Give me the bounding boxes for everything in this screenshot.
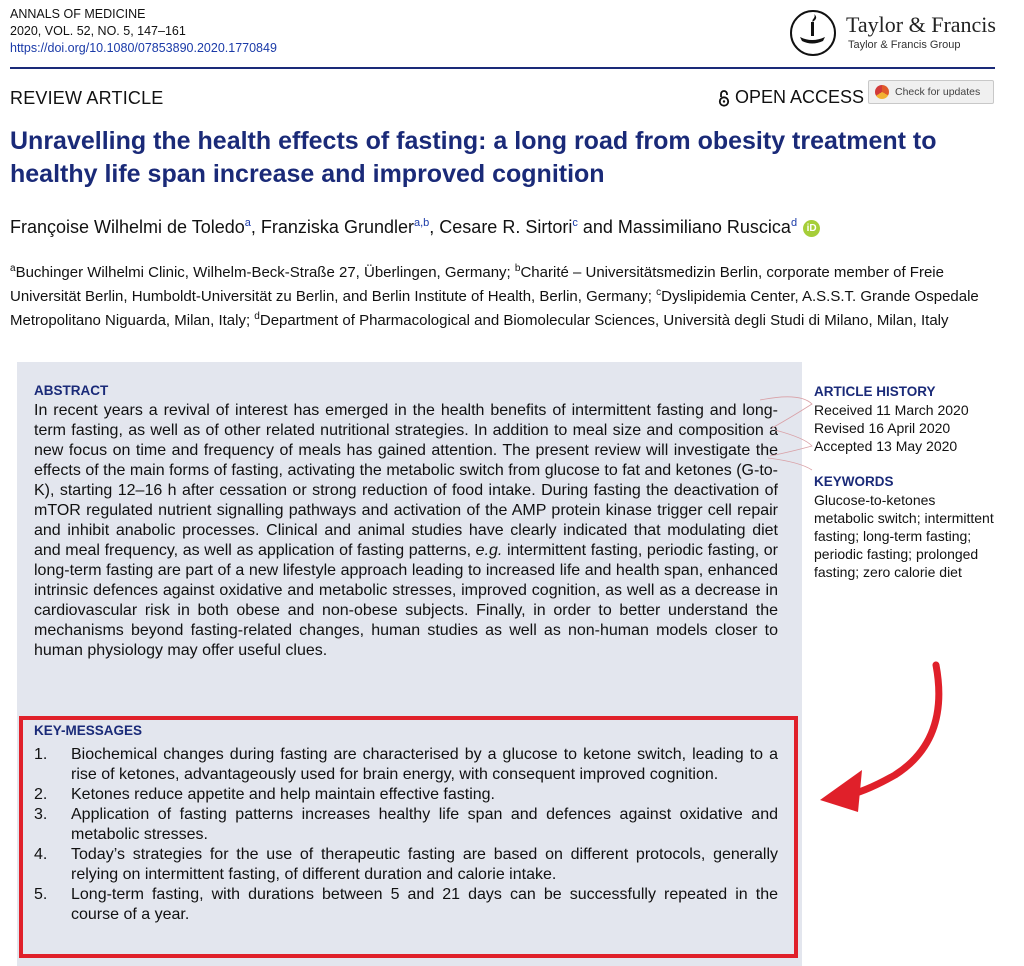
list-number: 5. xyxy=(34,886,48,903)
key-messages-highlight-box xyxy=(19,716,798,958)
publisher-emblem-icon xyxy=(790,10,836,56)
abstract-text-part: intermittent fasting, periodic fasting, or long-term fasting are part of a new lifestyle approach leading to increased life and health span, enhanced intrinsic defences against oxidative and metabolic stresses, improved cognition, as well as a decrease in cardiovascular risk in both obese and non-obese subjects. Finally, in order to better understand the mechanisms beyond fasting-related changes, human studies as well as non-human models closer to human physiology may offer useful clues. xyxy=(34,542,779,659)
affiliations xyxy=(10,259,990,331)
journal-name: ANNALS OF MEDICINE xyxy=(10,7,146,21)
author-name[interactable]: Cesare R. Sirtori xyxy=(439,217,573,237)
journal-volume: 2020, VOL. 52, NO. 5, 147–161 xyxy=(10,24,186,38)
list-text: Today’s strategies for the use of therapeutic fasting are based on different protocols, generally relying on intermittent fasting, of different duration and calorie intake. xyxy=(71,846,778,883)
abstract-text-part: In recent years a revival of interest has emerged in the health benefits of intermittent fasting and long-term fasting, as well as of other related nutritional strategies. In addition to meal size and composition a new focus on time and frequency of meals has gained attention. The present review will investigate the effects of the main forms of fasting, activating the metabolic switch from glucose to fat and ketones (G-to-K), starting 12–16 h after cessation or strong reduction of food intake. During fasting the deactivation of mTOR regulated nutrient signalling pathways and activation of the AMP protein kinase trigger cell repair and inhibit anabolic processes. Clinical and animal studies have clearly indicated that modulating diet and meal frequency, as well as application of fasting patterns, xyxy=(34,402,778,559)
journal-info xyxy=(10,6,277,57)
author-separator: and xyxy=(577,217,618,237)
abstract-emphasis: e.g. xyxy=(475,542,503,559)
article-title: Unravelling the health effects of fasting: a long road from obesity treatment to healthy life span increase and improved cognition xyxy=(10,127,937,188)
list-number: 4. xyxy=(34,846,48,863)
accepted-date: Accepted 13 May 2020 xyxy=(814,438,958,454)
affiliation-text: Buchinger Wilhelmi Clinic, Wilhelm-Beck-Straße 27, Überlingen, Germany; xyxy=(15,264,515,281)
list-number: 2. xyxy=(34,786,48,803)
publisher-name: Taylor & Francis xyxy=(846,12,996,37)
header-rule xyxy=(10,67,995,69)
list-text: Ketones reduce appetite and help maintain effective fasting. xyxy=(71,786,495,803)
list-text: Long-term fasting, with durations between 5 and 21 days can be successfully repeated in the course of a year. xyxy=(71,886,778,923)
doi-link[interactable]: https://doi.org/10.1080/07853890.2020.1770849 xyxy=(10,41,277,55)
red-arrow-head-icon xyxy=(820,770,862,812)
author-name[interactable]: Franziska Grundler xyxy=(260,217,414,237)
affiliation-text: Department of Pharmacological and Biomolecular Sciences, Università degli Studi di Milano, Milan, Italy xyxy=(259,312,949,329)
affiliation-sup: a xyxy=(10,263,16,274)
article-history-heading: ARTICLE HISTORY xyxy=(814,384,936,399)
list-text: Biochemical changes during fasting are characterised by a glucose to ketone switch, leading to a rise of ketones, advantageously used for brain energy, with consequent improved cognition. xyxy=(71,746,778,783)
author-affiliation-sup[interactable]: a,b xyxy=(413,217,430,229)
publisher-logo xyxy=(790,8,1010,60)
abstract-heading: ABSTRACT xyxy=(34,383,109,398)
check-updates-button[interactable] xyxy=(868,80,994,104)
key-messages-heading: KEY-MESSAGES xyxy=(34,723,143,738)
open-lock-icon xyxy=(718,89,730,107)
orcid-icon[interactable]: iD xyxy=(803,220,820,237)
crossmark-icon xyxy=(875,85,889,99)
keywords-text: Glucose-to-ketones metabolic switch; intermittent fasting; long-term fasting; periodic fasting; prolonged fasting; zero calorie diet xyxy=(814,492,994,580)
author-affiliation-sup[interactable]: c xyxy=(572,217,578,229)
author-list xyxy=(10,217,820,238)
author-separator: , xyxy=(429,217,440,237)
affiliation-sup: c xyxy=(656,287,662,298)
open-access-label xyxy=(718,87,864,108)
article-history xyxy=(814,383,969,455)
check-updates-label: Check for updates xyxy=(895,86,981,98)
revised-date: Revised 16 April 2020 xyxy=(814,420,951,436)
author-separator: , xyxy=(250,217,261,237)
affiliation-text: Charité – Universitätsmedizin Berlin, corporate member of Freie Universität Berlin, Humboldt-Universität zu Berlin, and Berlin Institute of Health, Berlin, Germany; xyxy=(10,264,944,305)
article-type: REVIEW ARTICLE xyxy=(10,88,164,108)
author-affiliation-sup[interactable]: a xyxy=(244,217,251,229)
received-date: Received 11 March 2020 xyxy=(814,402,969,418)
affiliation-text: Dyslipidemia Center, A.S.S.T. Grande Ospedale Metropolitano Niguarda, Milan, Italy; xyxy=(10,288,979,329)
list-number: 3. xyxy=(34,806,48,823)
list-number: 1. xyxy=(34,746,48,763)
publisher-group: Taylor & Francis Group xyxy=(848,39,961,51)
affiliation-sup: d xyxy=(254,311,260,322)
affiliation-sup: b xyxy=(514,263,521,274)
keywords-heading: KEYWORDS xyxy=(814,474,894,489)
author-name[interactable]: Massimiliano Ruscica xyxy=(617,217,791,237)
open-access-text: OPEN ACCESS xyxy=(735,87,865,107)
author-affiliation-sup[interactable]: d xyxy=(790,217,798,229)
author-name[interactable]: Françoise Wilhelmi de Toledo xyxy=(10,217,245,237)
keywords-section xyxy=(814,473,994,581)
abstract-text xyxy=(34,401,778,661)
list-text: Application of fasting patterns increases healthy life span and defences against oxidative and metabolic stresses. xyxy=(71,806,778,843)
red-arrow-icon xyxy=(845,665,939,796)
